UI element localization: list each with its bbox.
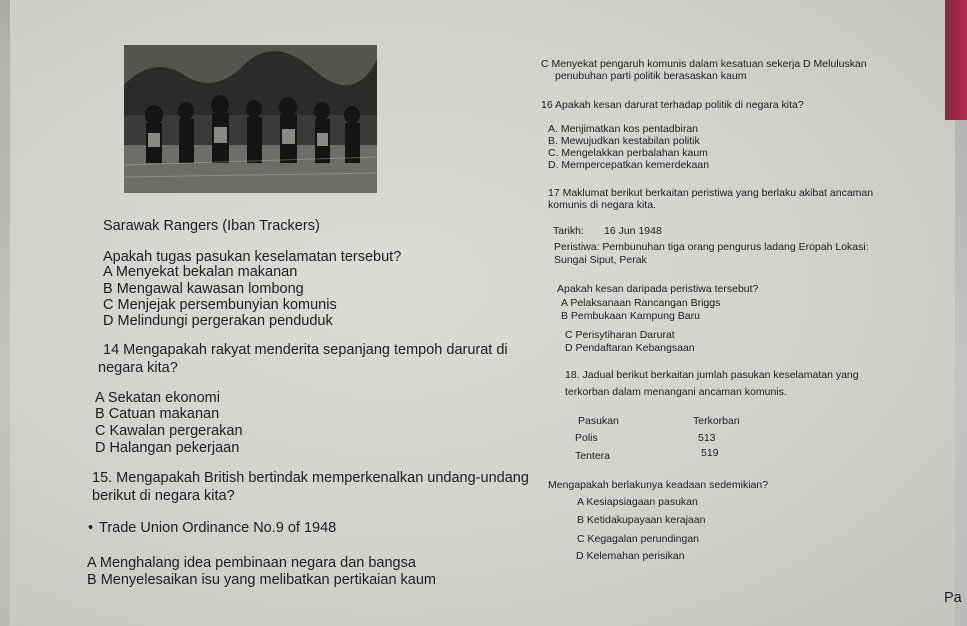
- q14-option-a: A Sekatan ekonomi: [95, 390, 220, 406]
- q14-stem-line1: 14 Mengapakah rakyat menderita sepanjang tempoh darurat di: [103, 342, 508, 358]
- q18-table-cell-tentera-count: 519: [701, 447, 719, 459]
- q13-stem: Apakah tugas pasukan keselamatan tersebut?: [103, 249, 402, 265]
- q14-option-c: C Kawalan pergerakan: [95, 423, 243, 439]
- q18-option-c: C Kegagalan perundingan: [577, 533, 700, 545]
- q17-option-b: B Pembukaan Kampung Baru: [561, 310, 700, 322]
- q18-option-d: D Kelemahan perisikan: [576, 550, 685, 562]
- photo-caption: Sarawak Rangers (Iban Trackers): [103, 218, 320, 234]
- q15-bullet-text: Trade Union Ordinance No.9 of 1948: [99, 520, 337, 536]
- q17-stem-line1: 17 Maklumat berikut berkaitan peristiwa yang berlaku akibat ancaman: [548, 187, 874, 199]
- q13-option-a: A Menyekat bekalan makanan: [103, 264, 298, 280]
- q18-table-header-terkorban: Terkorban: [693, 415, 740, 427]
- q14-option-b: B Catuan makanan: [95, 406, 220, 422]
- q17-event-line1: Peristiwa: Pembunuhan tiga orang pengurus ladang Eropah Lokasi:: [554, 241, 869, 253]
- q14-option-d: D Halangan pekerjaan: [95, 440, 240, 456]
- q16-option-a: A. Menjimatkan kos pentadbiran: [548, 123, 698, 135]
- q16-option-c: C. Mengelakkan perbalahan kaum: [548, 147, 708, 159]
- q16-option-b: B. Mewujudkan kestabilan politik: [548, 135, 700, 147]
- q15-stem-line1: 15. Mengapakah British bertindak memperkenalkan undang-undang: [92, 470, 529, 486]
- q17-option-c: C Perisytiharan Darurat: [565, 329, 675, 341]
- q13-option-c: C Menjejak persembunyian komunis: [103, 297, 337, 313]
- q18-table-cell-polis: Polis: [575, 432, 598, 444]
- q17-date-value: 16 Jun 1948: [604, 225, 662, 237]
- q18-option-a: A Kesiapsiagaan pasukan: [577, 496, 698, 508]
- q17-question: Apakah kesan daripada peristiwa tersebut?: [557, 283, 759, 295]
- q18-option-b: B Ketidakupayaan kerajaan: [577, 514, 706, 526]
- q17-date-label: Tarikh:: [553, 225, 584, 237]
- sarawak-rangers-photo: [124, 45, 377, 193]
- q16-stem: 16 Apakah kesan darurat terhadap politik di negara kita?: [541, 99, 804, 111]
- q14-stem-line2: negara kita?: [98, 360, 178, 376]
- q15-option-cd-line2: penubuhan parti politik berasaskan kaum: [555, 70, 747, 82]
- q13-option-b: B Mengawal kawasan lombong: [103, 281, 304, 297]
- red-binder-edge: [945, 0, 967, 120]
- q18-table-header-pasukan: Pasukan: [578, 415, 619, 427]
- q15-option-a: A Menghalang idea pembinaan negara dan bangsa: [87, 555, 416, 571]
- q18-table-cell-tentera: Tentera: [575, 450, 611, 462]
- q17-stem-line2: komunis di negara kita.: [548, 199, 656, 211]
- q17-event-line2: Sungai Siput, Perak: [554, 254, 647, 266]
- q15-option-cd-line1: C Menyekat pengaruh komunis dalam kesatuan sekerja D Meluluskan: [541, 58, 867, 70]
- q13-option-d: D Melindungi pergerakan penduduk: [103, 313, 333, 329]
- q18-stem-line1: 18. Jadual berikut berkaitan jumlah pasukan keselamatan yang: [565, 369, 859, 381]
- q18-table-cell-polis-count: 513: [698, 432, 716, 444]
- q16-option-d: D. Mempercepatkan kemerdekaan: [548, 159, 710, 171]
- q18-question: Mengapakah berlakunya keadaan sedemikian?: [548, 479, 769, 491]
- q17-option-d: D Pendaftaran Kebangsaan: [565, 342, 695, 354]
- q15-option-b: B Menyelesaikan isu yang melibatkan pertikaian kaum: [87, 572, 436, 588]
- q18-stem-line2: terkorban dalam menangani ancaman komunis.: [565, 386, 787, 398]
- corner-partial-label: Pa: [944, 590, 962, 606]
- q15-stem-line2: berikut di negara kita?: [92, 488, 235, 504]
- q15-bullet-icon: •: [88, 520, 94, 536]
- q17-option-a: A Pelaksanaan Rancangan Briggs: [561, 297, 721, 309]
